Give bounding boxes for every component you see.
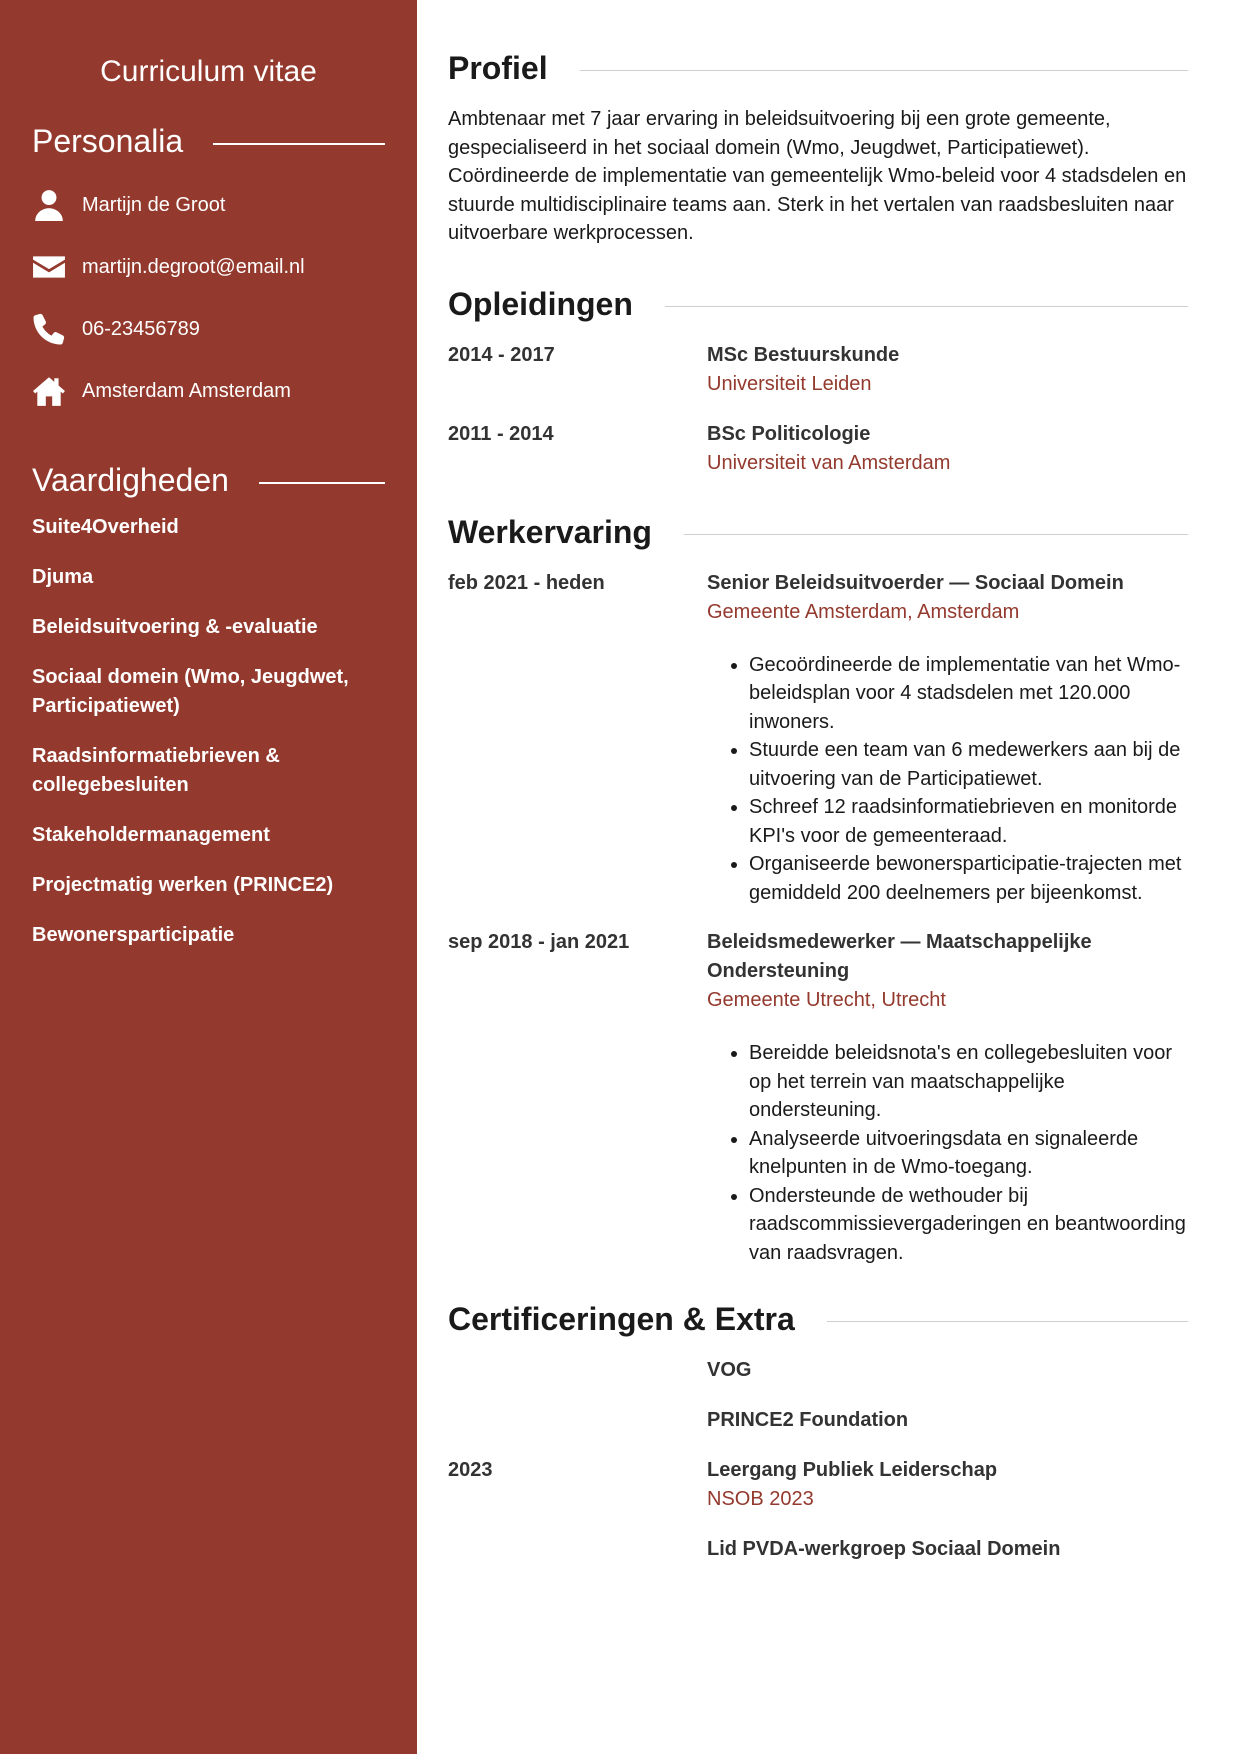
bullet-item: • Gecoördineerde de implementatie van het Wmo-beleidsplan voor 4 stadsdelen met 120.000 inwoners. [749, 651, 1188, 737]
cert-entry [448, 1535, 1188, 1564]
entry-org: Gemeente Amsterdam, Amsterdam [707, 600, 1020, 623]
cv-title: Curriculum vitae [100, 55, 317, 88]
work-heading [448, 514, 1188, 551]
bullet-item: • Organiseerde bewonersparticipatie-trajecten met gemiddeld 200 deelnemers per bijeenkomst. [749, 850, 1188, 907]
personalia-heading [32, 123, 385, 160]
contact-address [32, 360, 385, 422]
contact-list [32, 174, 385, 422]
entry-title: Leergang Publiek Leiderschap [707, 1459, 998, 1481]
envelope-icon [32, 250, 66, 284]
entry-date [448, 1356, 707, 1385]
skill-item: Sociaal domein (Wmo, Jeugdwet, Participatiewet) [32, 666, 349, 717]
contact-name-value: Martijn de Groot [82, 193, 226, 216]
entry-title: Lid PVDA-werkgroep Sociaal Domein [707, 1538, 1061, 1560]
contact-phone-value[interactable]: 06-23456789 [82, 317, 200, 340]
entry-bullets [707, 1039, 1188, 1267]
profile-heading [448, 50, 1188, 87]
cert-entry [448, 1406, 1188, 1435]
bullet-item: • Bereidde beleidsnota's en collegebesluiten voor op het terrein van maatschappelijke ondersteuning. [749, 1039, 1188, 1125]
entry-date: sep 2018 - jan 2021 [448, 931, 630, 953]
home-icon [32, 374, 66, 408]
entry-title: Beleidsmedewerker — Maatschappelijke Ondersteuning [707, 931, 1092, 982]
education-entry [448, 341, 1188, 399]
cert-heading [448, 1301, 1188, 1338]
cert-heading-text: Certificeringen & Extra [448, 1301, 795, 1337]
work-entry [448, 928, 1188, 1267]
work-entry [448, 569, 1188, 908]
entry-title: PRINCE2 Foundation [707, 1409, 909, 1431]
entry-title: MSc Bestuurskunde [707, 343, 900, 366]
entry-org: Gemeente Utrecht, Utrecht [707, 989, 946, 1011]
entry-date: feb 2021 - heden [448, 571, 605, 594]
profile-text: Ambtenaar met 7 jaar ervaring in beleidsuitvoering bij een grote gemeente, gespecialiseerd in het sociaal domein (Wmo, Jeugdwet, Participatiewet). Coördineerde de implementatie van gemeentelijk Wmo-beleid voor 4 stadsdelen en stuurde multidisciplinaire teams aan. Sterk in het vertalen van raadsbesluiten naar uitvoerbare werkprocessen. [448, 108, 1187, 244]
entry-bullets [707, 651, 1188, 908]
skill-item: Suite4Overheid [32, 516, 179, 538]
entry-org: Universiteit Leiden [707, 372, 872, 395]
bullet-item: • Stuurde een team van 6 medewerkers aan bij de uitvoering van de Participatiewet. [749, 736, 1188, 793]
heading-divider [665, 306, 1188, 307]
skill-item: Beleidsuitvoering & -evaluatie [32, 616, 318, 638]
heading-divider [827, 1321, 1188, 1322]
cert-entry [448, 1456, 1188, 1514]
entry-date: 2011 - 2014 [448, 422, 554, 445]
education-heading-text: Opleidingen [448, 285, 633, 322]
contact-email [32, 236, 385, 298]
personalia-heading-text: Personalia [32, 123, 184, 159]
sidebar [0, 0, 417, 1754]
cert-entry [448, 1356, 1188, 1385]
education-heading [448, 286, 1188, 323]
skill-item: Djuma [32, 566, 94, 588]
skill-item: Raadsinformatiebrieven & collegebesluiten [32, 745, 280, 796]
contact-name [32, 174, 385, 236]
heading-divider [259, 482, 385, 484]
entry-title: VOG [707, 1359, 752, 1381]
skills-heading-text: Vaardigheden [32, 462, 229, 498]
skills-heading [32, 462, 385, 499]
heading-divider [684, 534, 1188, 535]
entry-org: Universiteit van Amsterdam [707, 451, 951, 474]
entry-date: 2023 [448, 1459, 493, 1481]
entry-date: 2014 - 2017 [448, 343, 555, 366]
skill-item: Bewonersparticipatie [32, 924, 235, 946]
education-entry [448, 420, 1188, 478]
bullet-item: • Analyseerde uitvoeringsdata en signaleerde knelpunten in de Wmo-toegang. [749, 1125, 1188, 1182]
main-content [448, 0, 1188, 1585]
skill-item: Projectmatig werken (PRINCE2) [32, 874, 334, 896]
bullet-item: • Ondersteunde de wethouder bij raadscommissievergaderingen en beantwoording van raadsvragen. [749, 1182, 1188, 1268]
contact-phone [32, 298, 385, 360]
skills-list [32, 513, 385, 950]
phone-icon [32, 312, 66, 346]
entry-date [448, 1535, 707, 1564]
work-heading-text: Werkervaring [448, 513, 652, 550]
entry-date [448, 1406, 707, 1435]
contact-address-value: Amsterdam Amsterdam [82, 379, 291, 402]
entry-title: Senior Beleidsuitvoerder — Sociaal Domein [707, 571, 1124, 594]
entry-title: BSc Politicologie [707, 422, 871, 445]
bullet-item: • Schreef 12 raadsinformatiebrieven en monitorde KPI's voor de gemeenteraad. [749, 793, 1188, 850]
person-icon [32, 188, 66, 222]
contact-email-value[interactable]: martijn.degroot@email.nl [82, 255, 305, 278]
heading-divider [580, 70, 1188, 71]
profile-heading-text: Profiel [448, 50, 548, 86]
heading-divider [213, 143, 385, 145]
skill-item: Stakeholdermanagement [32, 824, 270, 846]
entry-org: NSOB 2023 [707, 1488, 814, 1510]
